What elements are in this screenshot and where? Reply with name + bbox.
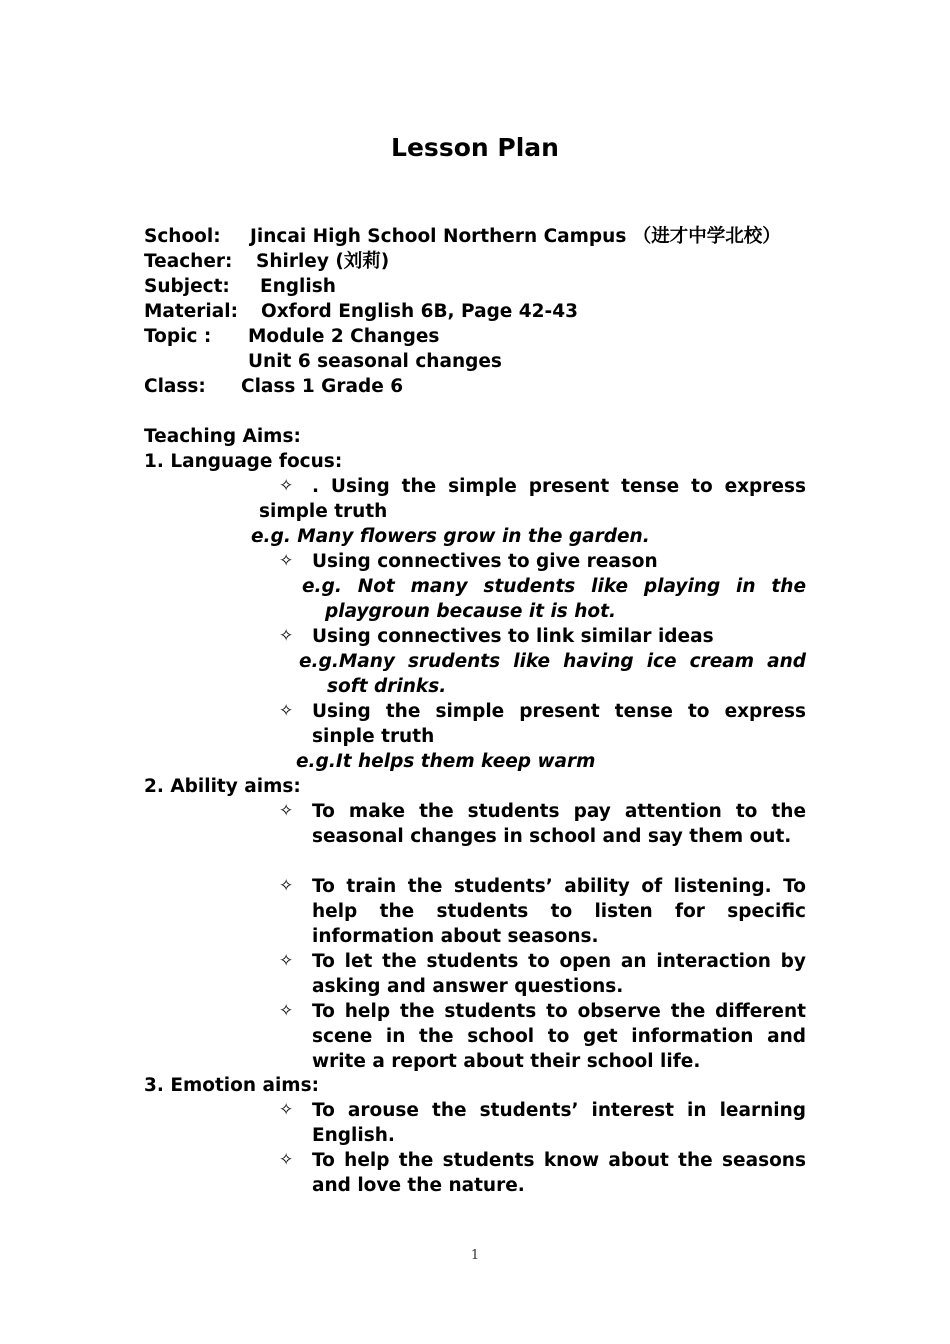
- bullet-icon: ✧: [279, 951, 294, 971]
- emotion-aims-heading: 3. Emotion aims:: [144, 1075, 319, 1096]
- emotion-item-2: To help the students know about the seasons and love the nature.: [312, 1150, 806, 1196]
- material-line: [144, 299, 578, 324]
- teacher-label: Teacher:: [144, 251, 233, 272]
- topic-value-module: Module 2 Changes: [248, 326, 440, 347]
- language-bullet-4: Using the simple present tense to express sinple truth: [312, 701, 806, 747]
- topic-label: Topic :: [144, 326, 212, 347]
- school-value: Jincai High School Northern Campus （进才中学北校）: [250, 226, 781, 247]
- language-bullet-3: Using connectives to link similar ideas: [312, 626, 714, 647]
- topic-line: [144, 324, 439, 349]
- ability-item-4: To help the students to observe the different scene in the school to get information and write a report about their school life.: [312, 1001, 806, 1072]
- emotion-item-1: To arouse the students’ interest in learning English.: [312, 1100, 806, 1146]
- language-bullet-1-line2: simple truth: [259, 501, 388, 522]
- material-label: Material:: [144, 301, 238, 322]
- class-line: [144, 374, 403, 399]
- bullet-icon: ✧: [279, 551, 294, 571]
- ability-aims-heading: 2. Ability aims:: [144, 776, 301, 797]
- topic-value-unit: Unit 6 seasonal changes: [248, 351, 502, 372]
- example-3-line1: e.g.Many srudents like having ice cream and: [299, 651, 806, 672]
- language-focus-heading: 1. Language focus:: [144, 451, 343, 472]
- class-value: Class 1 Grade 6: [241, 376, 404, 397]
- bullet-icon: ✧: [279, 876, 294, 896]
- ability-item-3: To let the students to open an interaction by asking and answer questions.: [312, 951, 806, 997]
- subject-line: [144, 274, 336, 299]
- example-1: e.g. Many flowers grow in the garden.: [251, 526, 650, 547]
- page-title: Lesson Plan: [391, 133, 559, 162]
- school-line: [144, 224, 781, 249]
- example-3-line2: soft drinks.: [327, 676, 447, 697]
- language-bullet-2: Using connectives to give reason: [312, 551, 658, 572]
- bullet-icon: ✧: [279, 476, 294, 496]
- example-2-line1: e.g. Not many students like playing in the: [302, 576, 806, 597]
- ability-item-1: To make the students pay attention to the seasonal changes in school and say them out.: [312, 801, 806, 847]
- page-number: 1: [470, 1248, 480, 1263]
- bullet-icon: ✧: [279, 801, 294, 821]
- ability-item-2: To train the students’ ability of listening. To help the students to listen for specific information about seasons.: [312, 876, 806, 947]
- language-bullet-1-line1: . Using the simple present tense to express: [312, 476, 806, 497]
- class-label: Class:: [144, 376, 206, 397]
- example-2-line2: playgroun because it is hot.: [325, 601, 616, 622]
- teacher-line: [144, 249, 389, 274]
- material-value: Oxford English 6B, Page 42-43: [261, 301, 578, 322]
- bullet-icon: ✧: [279, 1100, 294, 1120]
- school-label: School:: [144, 226, 221, 247]
- example-4: e.g.It helps them keep warm: [296, 751, 596, 772]
- subject-value: English: [260, 276, 336, 297]
- bullet-icon: ✧: [279, 1150, 294, 1170]
- teacher-value: Shirley (刘莉): [256, 251, 390, 272]
- bullet-icon: ✧: [279, 626, 294, 646]
- bullet-icon: ✧: [279, 701, 294, 721]
- subject-label: Subject:: [144, 276, 230, 297]
- aims-heading: Teaching Aims:: [144, 426, 301, 447]
- bullet-icon: ✧: [279, 1001, 294, 1021]
